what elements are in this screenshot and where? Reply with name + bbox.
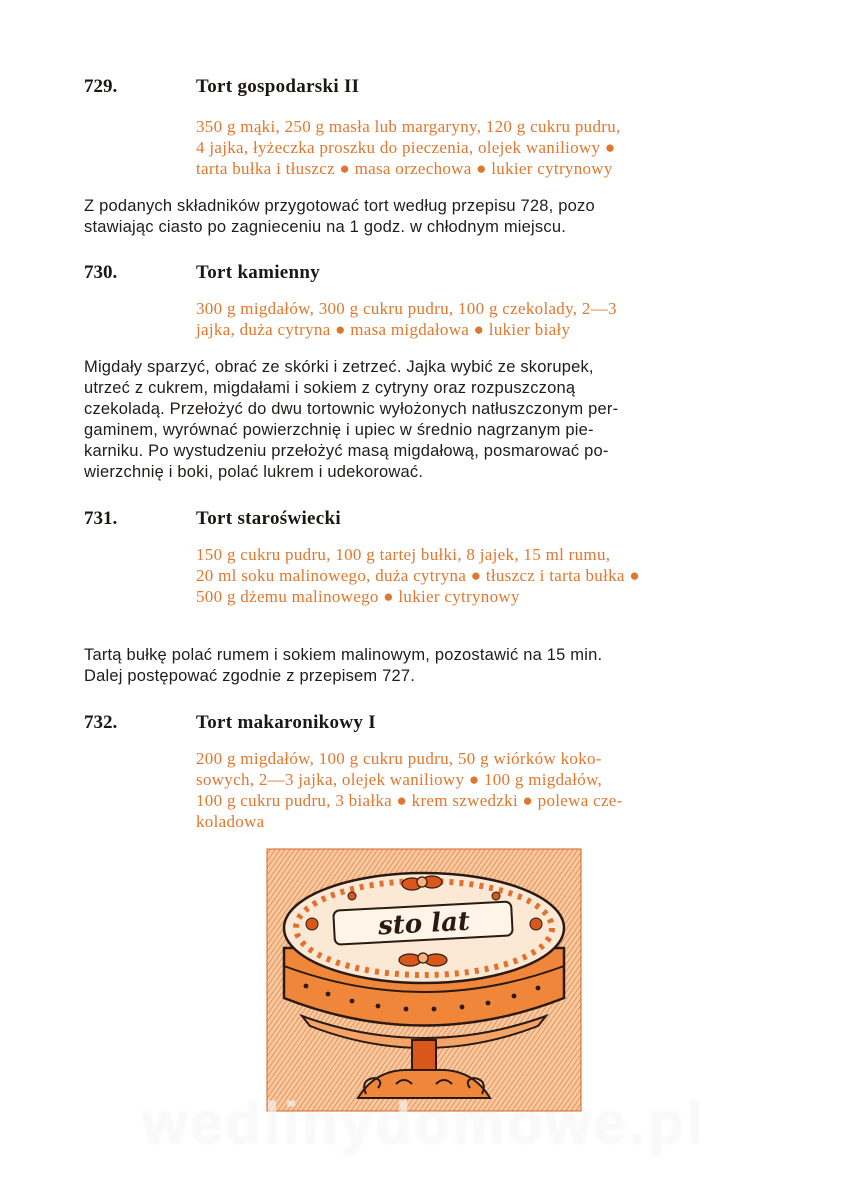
- ingredients-list: [196, 116, 784, 179]
- ingredients-line: 4 jajka, łyżeczka proszku do pieczenia, olejek waniliowy ●: [196, 138, 616, 157]
- method-line: gaminem, wyrównać powierzchnię i upiec w średnio nagrzanym pie-: [84, 421, 594, 439]
- recipe-title: Tort kamienny: [196, 262, 321, 283]
- method-line: czekoladą. Przełożyć do dwu tortownic wyłożonych natłuszczonym per-: [84, 400, 619, 418]
- ingredients-line: 150 g cukru pudru, 100 g tartej bułki, 8 jajek, 15 ml rumu,: [196, 545, 611, 564]
- cake-illustration: [266, 848, 582, 1112]
- recipe-730: [84, 262, 784, 483]
- recipe-number: 730.: [84, 262, 118, 283]
- recipe-732: [84, 712, 784, 832]
- recipe-title: Tort gospodarski II: [196, 76, 360, 97]
- ingredients-line: 300 g migdałów, 300 g cukru pudru, 100 g czekolady, 2—3: [196, 299, 617, 318]
- recipe-731: [84, 508, 784, 687]
- ingredients-line: 350 g mąki, 250 g masła lub margaryny, 120 g cukru pudru,: [196, 117, 621, 136]
- method-line: Migdały sparzyć, obrać ze skórki i zetrzeć. Jajka wybić ze skorupek,: [84, 358, 594, 376]
- recipe-heading: [84, 76, 784, 106]
- method-line: karniku. Po wystudzeniu przełożyć masą migdałową, posmarować po-: [84, 442, 609, 460]
- recipe-title: Tort staroświecki: [196, 508, 341, 529]
- recipe-heading: [84, 712, 784, 742]
- recipe-729: [84, 76, 784, 238]
- method-text: [84, 645, 784, 687]
- ingredients-line: jajka, duża cytryna ● masa migdałowa ● lukier biały: [196, 320, 571, 339]
- recipe-heading: [84, 262, 784, 292]
- watermark: wedlinydomowe.pl: [142, 1091, 706, 1156]
- ingredients-line: 200 g migdałów, 100 g cukru pudru, 50 g wiórków koko-: [196, 749, 602, 768]
- cake-stand-column: [412, 1040, 436, 1070]
- recipe-heading: [84, 508, 784, 538]
- ingredients-line: 100 g cukru pudru, 3 białka ● krem szwedzki ● polewa cze-: [196, 791, 623, 810]
- method-line: Dalej postępować zgodnie z przepisem 727.: [84, 667, 416, 685]
- ingredients-list: [196, 298, 784, 340]
- ingredients-line: 20 ml soku malinowego, duża cytryna ● tłuszcz i tarta bułka ●: [196, 566, 640, 585]
- ingredients-line: 500 g dżemu malinowego ● lukier cytrynowy: [196, 587, 520, 606]
- recipe-number: 731.: [84, 508, 118, 529]
- method-line: Z podanych składników przygotować tort według przepisu 728, pozo: [84, 197, 595, 215]
- method-text: [84, 357, 784, 483]
- ingredients-list: [196, 544, 784, 607]
- method-line: wierzchnię i boki, polać lukrem i udekorować.: [84, 463, 424, 481]
- method-text: [84, 196, 784, 238]
- ingredients-line: tarta bułka i tłuszcz ● masa orzechowa ● lukier cytrynowy: [196, 159, 613, 178]
- cake-inscription: sto lat: [377, 906, 471, 942]
- recipe-number: 732.: [84, 712, 118, 733]
- ingredients-line: sowych, 2—3 jajka, olejek waniliowy ● 100 g migdałów,: [196, 770, 603, 789]
- recipe-title: Tort makaronikowy I: [196, 712, 376, 733]
- ingredients-list: [196, 748, 784, 832]
- method-line: Tartą bułkę polać rumem i sokiem malinowym, pozostawić na 15 min.: [84, 646, 603, 664]
- method-line: utrzeć z cukrem, migdałami i sokiem z cytryny oraz rozpuszczoną: [84, 379, 576, 397]
- recipe-number: 729.: [84, 76, 118, 97]
- method-line: stawiając ciasto po zagnieceniu na 1 godz. w chłodnym miejscu.: [84, 218, 566, 236]
- ingredients-line: koladowa: [196, 812, 265, 831]
